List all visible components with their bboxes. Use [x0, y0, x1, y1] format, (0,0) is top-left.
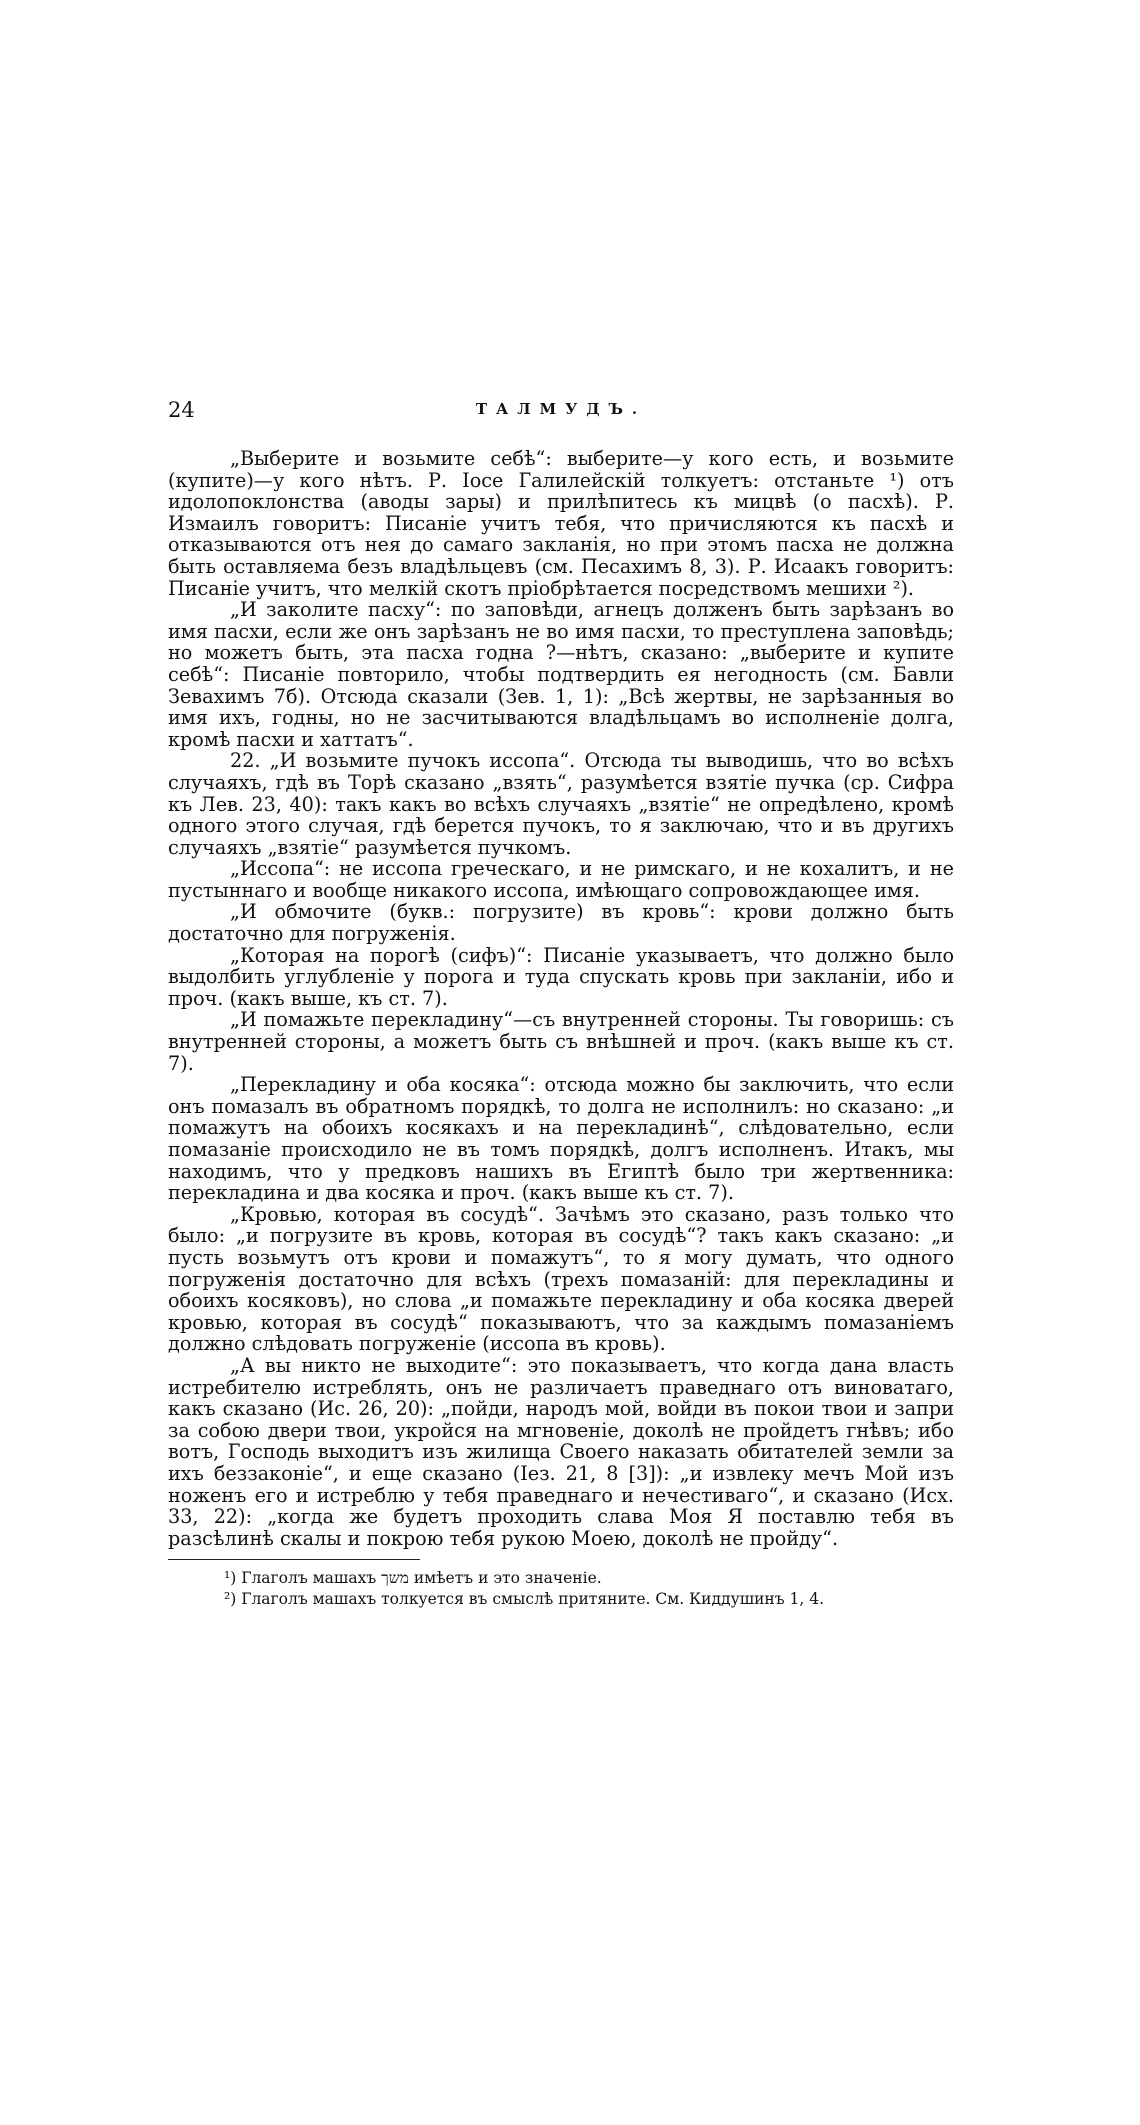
- paragraph: „Выберите и возьмите себѣ“: выберите—у кого есть, и возьмите (купите)—у кого нѣтъ. Р. Іосе Галилейскій толкуетъ: отстаньте ¹) отъ идолопоклонства (аводы зары) и прилѣпитесь къ мицвѣ (о пасхѣ). Р. Измаилъ говоритъ: Писаніе учитъ тебя, что причисляются къ пасхѣ и отказываются отъ нея до самаго закланія, но при этомъ пасха не должна быть оставляема безъ владѣльцевъ (см. Песахимъ 8, 3). Р. Исаакъ говоритъ: Писаніе учитъ, что мелкій скотъ пріобрѣтается посредствомъ мешихи ²).: [168, 447, 954, 600]
- paragraph: „И помажьте перекладину“—съ внутренней стороны. Ты говоришь: съ внутренней стороны, а можетъ быть съ внѣшней и проч. (какъ выше къ ст. 7).: [168, 1008, 954, 1075]
- footnote-divider: [168, 1559, 420, 1560]
- paragraph: „Которая на порогѣ (сифъ)“: Писаніе указываетъ, что должно было выдолбить углубленіе у порога и туда спускать кровь при закланіи, ибо и проч. (какъ выше, къ ст. 7).: [168, 943, 954, 1010]
- page-header: [168, 398, 954, 428]
- page-number: 24: [168, 398, 195, 422]
- paragraph: „И заколите пасху“: по заповѣди, агнецъ долженъ быть зарѣзанъ во имя пасхи, если же онъ зарѣзанъ не во имя пасхи, то преступлена заповѣдь; но можетъ быть, эта пасха годна ?—нѣтъ, сказано: „выберите и купите себѣ“: Писаніе повторило, чтобы подтвердить ея негодность (см. Бавли Зевахимъ 7б). Отсюда сказали (Зев. 1, 1): „Всѣ жертвы, не зарѣзанныя во имя ихъ, годны, но не засчитываются владѣльцамъ во исполненіе долга, кромѣ пасхи и хаттатъ“.: [168, 598, 954, 751]
- paragraph: „А вы никто не выходите“: это показываетъ, что когда дана власть истребителю истреблять, онъ не различаетъ праведнаго отъ виноватаго, какъ сказано (Ис. 26, 20): „пойди, народъ мой, войди въ покои твои и запри за собою двери твои, укройся на мгновеніе, доколѣ не пройдетъ гнѣвъ; ибо вотъ, Господь выходитъ изъ жилища Своего наказать обитателей земли за ихъ беззаконіе“, и еще сказано (Іез. 21, 8 [3]): „и извлеку мечъ Мой изъ ноженъ его и истреблю у тебя праведнаго и нечестиваго“, и сказано (Исх. 33, 22): „когда же будетъ проходить слава Моя Я поставлю тебя въ разсѣлинѣ скалы и покрою тебя рукою Моею, доколѣ не пройду“.: [168, 1353, 954, 1550]
- footnote: ²) Глаголъ машахъ толкуется въ смыслѣ притяните. См. Киддушинъ 1, 4.: [224, 1590, 825, 1609]
- footnotes: [168, 1568, 954, 1610]
- footnote: ¹) Глаголъ машахъ משך имѣетъ и это значеніе.: [224, 1569, 602, 1588]
- paragraph: „Иссопа“: не иссопа греческаго, и не римскаго, и не кохалитъ, и не пустыннаго и вообще никакого иссопа, имѣющаго сопровождающее имя.: [168, 857, 954, 902]
- book-page: [168, 398, 954, 1610]
- paragraph: „Перекладину и оба косяка“: отсюда можно бы заключить, что если онъ помазалъ въ обратномъ порядкѣ, то долга не исполнилъ: но сказано: „и помажутъ на обоихъ косякахъ и на перекладинѣ“, слѣдовательно, если помазаніе происходило не въ томъ порядкѣ, долгъ исполненъ. Итакъ, мы находимъ, что у предковъ нашихъ въ Египтѣ было три жертвенника: перекладина и два косяка и проч. (какъ выше къ ст. 7).: [168, 1073, 954, 1205]
- running-head: ТАЛМУДЪ.: [475, 400, 647, 418]
- paragraph: „И обмочите (букв.: погрузите) въ кровь“: крови должно быть достаточно для погруженія.: [168, 900, 954, 946]
- paragraph: 22. „И возьмите пучокъ иссопа“. Отсюда ты выводишь, что во всѣхъ случаяхъ, гдѣ въ Торѣ сказано „взять“, разумѣется взятіе пучка (ср. Сифра къ Лев. 23, 40): такъ какъ во всѣхъ случаяхъ „взятіе“ не опредѣлено, кромѣ одного этого случая, гдѣ берется пучокъ, то я заключаю, что и въ другихъ случаяхъ „взятіе“ разумѣется пучкомъ.: [168, 749, 954, 859]
- body-text: [168, 448, 954, 1549]
- paragraph: „Кровью, которая въ сосудѣ“. Зачѣмъ это сказано, разъ только что было: „и погрузите въ кровь, которая въ сосудѣ“? такъ какъ сказано: „и пусть возьмутъ отъ крови и помажутъ“, то я могу думать, что одного погруженія достаточно для всѣхъ (трехъ помазаній: для перекладины и обоихъ косяковъ), но слова „и помажьте перекладину и оба косяка дверей кровью, которая въ сосудѣ“ показываютъ, что за каждымъ помазаніемъ должно слѣдовать погруженіе (иссопа въ кровь).: [168, 1202, 954, 1356]
